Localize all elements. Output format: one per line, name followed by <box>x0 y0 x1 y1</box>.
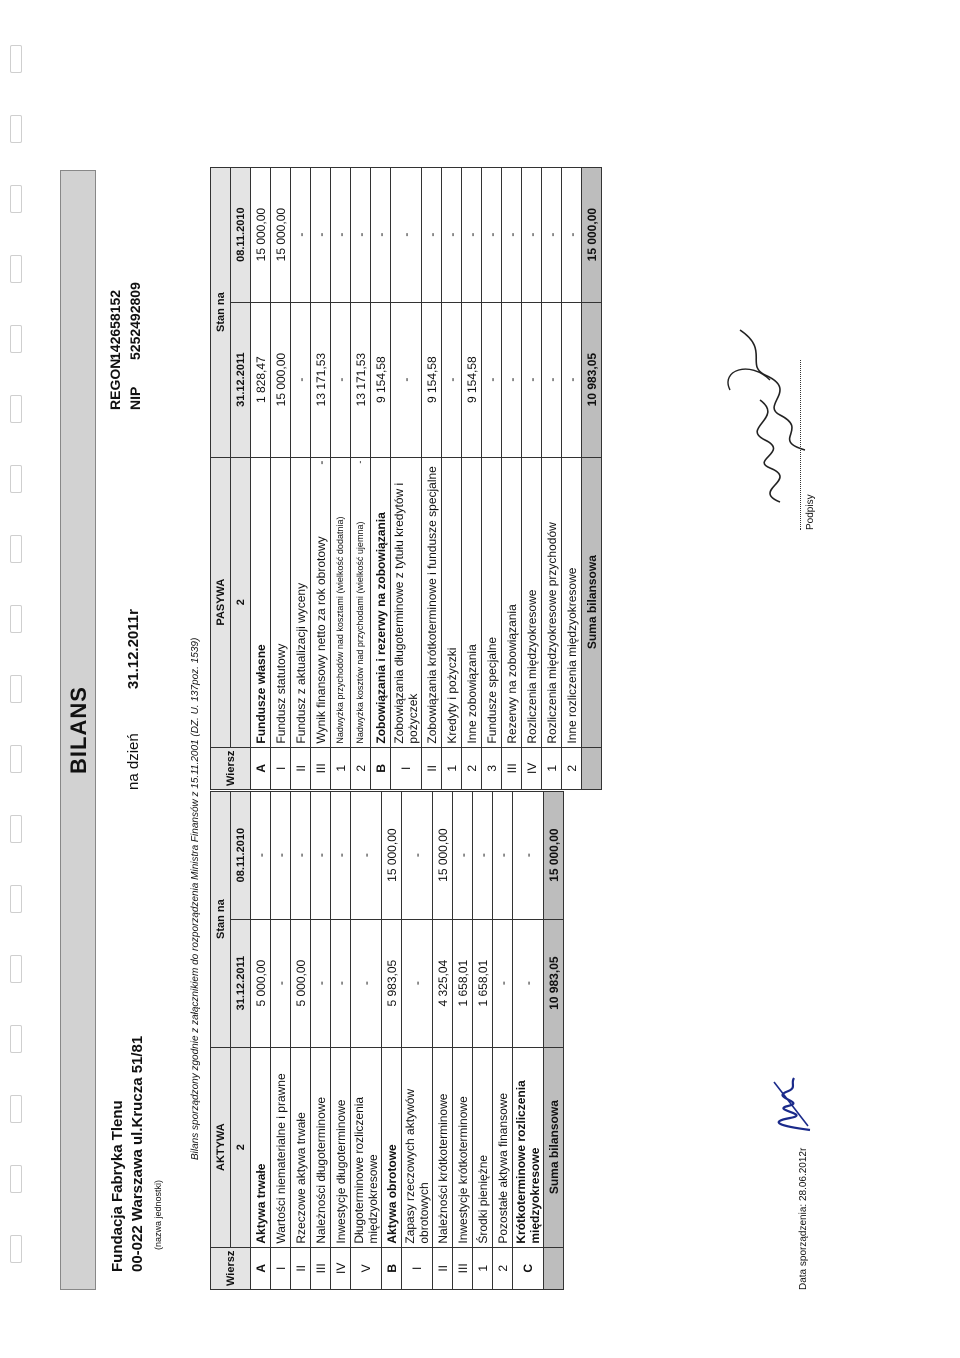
row-code: 1 <box>542 747 562 789</box>
organization-name: Fundacja Fabryka Tlenu <box>109 1100 126 1272</box>
row-code: B <box>382 1247 402 1289</box>
row-label: Inne zobowiązania <box>462 457 482 747</box>
identifiers <box>105 282 145 410</box>
row-code: I <box>271 1247 291 1289</box>
table-row <box>311 167 331 789</box>
row-code: II <box>422 747 442 789</box>
binder-holes <box>10 0 24 1358</box>
value-current: - <box>331 302 351 457</box>
value-current: 5 983,05 <box>382 919 402 1047</box>
assets-sum-v2: 15 000,00 <box>544 791 564 919</box>
row-label: Wynik finansowy netto za rok obrotowy - <box>311 457 331 747</box>
table-row <box>422 167 442 789</box>
liab-header-date1: 31.12.2011 <box>231 302 251 457</box>
value-current: 13 171,53 <box>311 302 331 457</box>
value-current: - <box>331 919 351 1047</box>
value-current: - <box>402 919 433 1047</box>
row-label: Wartości niematerialne i prawne <box>271 1047 291 1247</box>
row-label: Inwestycje długoterminowe <box>331 1047 351 1247</box>
value-previous: - <box>402 791 433 919</box>
table-row <box>442 167 462 789</box>
table-row <box>433 791 453 1289</box>
row-code: III <box>453 1247 473 1289</box>
table-row <box>502 167 522 789</box>
row-label: Krótkoterminowe rozliczenia międzyokresowe <box>513 1047 544 1247</box>
liab-sum-v1: 10 983,05 <box>582 302 602 457</box>
table-row <box>453 791 473 1289</box>
value-current: 1 658,01 <box>473 919 493 1047</box>
row-label: Należności długoterminowe <box>311 1047 331 1247</box>
table-row <box>462 167 482 789</box>
value-previous: - <box>331 791 351 919</box>
value-current: 9 154,58 <box>422 302 442 457</box>
value-previous: - <box>331 167 351 302</box>
row-label: Długoterminowe rozliczenia międzyokresowe <box>351 1047 382 1247</box>
row-label: Nadwyżka kosztów nad przychodami (wielkość ujemna) - <box>351 457 371 747</box>
value-previous: - <box>453 791 473 919</box>
value-previous: - <box>482 167 502 302</box>
row-label: Fundusz z aktualizacji wyceny <box>291 457 311 747</box>
assets-table <box>210 791 564 1290</box>
row-code: V <box>351 1247 382 1289</box>
row-code: 2 <box>493 1247 513 1289</box>
value-previous: - <box>351 791 382 919</box>
value-current: 4 325,04 <box>433 919 453 1047</box>
row-label: Zobowiązania i rezerwy na zobowiązania <box>371 457 391 747</box>
assets-header-name: AKTYWA <box>211 1047 231 1247</box>
assets-header-state: Stan na <box>211 791 231 1047</box>
value-previous: 15 000,00 <box>271 167 291 302</box>
assets-header-date1: 31.12.2011 <box>231 919 251 1047</box>
value-previous: - <box>473 791 493 919</box>
table-row <box>391 167 422 789</box>
liab-sum-label: Suma bilansowa <box>582 457 602 747</box>
nip-value: 5252492809 <box>127 282 143 360</box>
value-current: - <box>482 302 502 457</box>
value-previous: - <box>271 791 291 919</box>
row-code: I <box>271 747 291 789</box>
row-label: Zapasy rzeczowych aktywów obrotowych <box>402 1047 433 1247</box>
minus-sign: - <box>313 460 328 465</box>
table-row <box>291 791 311 1289</box>
value-previous: - <box>291 167 311 302</box>
row-code: I <box>391 747 422 789</box>
value-current: - <box>351 919 382 1047</box>
row-label: Aktywa trwałe <box>251 1047 271 1247</box>
row-code: IV <box>331 1247 351 1289</box>
liab-header-row: Wiersz <box>211 747 251 789</box>
value-previous: 15 000,00 <box>382 791 402 919</box>
row-code: 1 <box>442 747 462 789</box>
value-previous: 15 000,00 <box>433 791 453 919</box>
table-row <box>311 791 331 1289</box>
row-label: Fundusze własne <box>251 457 271 747</box>
value-current: - <box>562 302 582 457</box>
table-row <box>382 791 402 1289</box>
row-code: I <box>402 1247 433 1289</box>
value-current: - <box>391 302 422 457</box>
row-label: Kredyty i pożyczki <box>442 457 462 747</box>
value-current: 15 000,00 <box>271 302 291 457</box>
value-previous: 15 000,00 <box>251 167 271 302</box>
assets-header-num: 2 <box>231 1047 251 1247</box>
row-code: II <box>291 747 311 789</box>
preparation-date: Data sporządzenia: 28.06.2012r <box>798 1147 809 1290</box>
assets-header-row: Wiersz <box>211 1247 251 1289</box>
regon-label: REGON: <box>107 354 123 410</box>
table-row <box>351 167 371 789</box>
table-row <box>271 791 291 1289</box>
row-code: 3 <box>482 747 502 789</box>
table-row <box>371 167 391 789</box>
table-row <box>513 791 544 1289</box>
value-previous: - <box>562 167 582 302</box>
value-current: - <box>493 919 513 1047</box>
value-current: - <box>442 302 462 457</box>
value-current: 9 154,58 <box>462 302 482 457</box>
table-row <box>331 167 351 789</box>
row-code: 2 <box>351 747 371 789</box>
organization-address: 00-022 Warszawa ul.Krucza 51/81 <box>129 1035 146 1272</box>
liabilities-table <box>210 167 602 790</box>
nip-label: NIP <box>127 386 143 410</box>
minus-sign: - <box>355 460 365 464</box>
value-current: - <box>513 919 544 1047</box>
report-date: 31.12.2011r <box>125 609 142 690</box>
value-current: 1 828,47 <box>251 302 271 457</box>
initials-signature-icon <box>760 1070 820 1140</box>
liab-header-date2: 08.11.2010 <box>231 167 251 302</box>
value-previous: - <box>351 167 371 302</box>
row-label: Inne rozliczenia międzyokresowe <box>562 457 582 747</box>
table-row <box>402 791 433 1289</box>
table-row <box>562 167 582 789</box>
table-row <box>542 167 562 789</box>
row-label: Aktywa obrotowe <box>382 1047 402 1247</box>
row-label: Nadwyżka przychodów nad kosztami (wielkość dodatnia) <box>331 457 351 747</box>
liab-header-state: Stan na <box>211 167 231 457</box>
value-current: 5 000,00 <box>291 919 311 1047</box>
table-row <box>291 167 311 789</box>
row-label: Rozliczenia międzyokresowe przychodów <box>542 457 562 747</box>
value-previous: - <box>462 167 482 302</box>
row-code: 1 <box>473 1247 493 1289</box>
value-previous: - <box>502 167 522 302</box>
value-previous: - <box>493 791 513 919</box>
value-previous: - <box>522 167 542 302</box>
row-label: Zobowiązania krótkoterminowe i fundusze specjalne <box>422 457 442 747</box>
value-current: - <box>311 919 331 1047</box>
row-code: II <box>433 1247 453 1289</box>
row-code: IV <box>522 747 542 789</box>
row-label: Należności krótkoterminowe <box>433 1047 453 1247</box>
row-label: Pozostałe aktywa finansowe <box>493 1047 513 1247</box>
legal-basis: Bilans sporządzony zgodnie z załącznikiem do rozporządzenia Ministra Finansów z 15.11.2001 (DZ. U. 137poz. 1539) <box>190 637 201 1160</box>
value-previous: - <box>542 167 562 302</box>
row-code: 2 <box>562 747 582 789</box>
value-current: - <box>542 302 562 457</box>
liab-header-name: PASYWA <box>211 457 231 747</box>
value-previous: - <box>291 791 311 919</box>
table-row <box>271 167 291 789</box>
table-row <box>473 791 493 1289</box>
row-label: Rzeczowe aktywa trwałe <box>291 1047 311 1247</box>
value-previous: - <box>311 167 331 302</box>
value-previous: - <box>513 791 544 919</box>
handwritten-signature-icon <box>710 320 820 510</box>
liab-header-num: 2 <box>231 457 251 747</box>
unit-note: (nazwa jednostki) <box>153 1179 163 1250</box>
row-label: Zobowiązania długoterminowe z tytułu kredytów i pożyczek <box>391 457 422 747</box>
value-previous: - <box>311 791 331 919</box>
value-previous: - <box>422 167 442 302</box>
value-current: 1 658,01 <box>453 919 473 1047</box>
row-label: Fundusz statutowy <box>271 457 291 747</box>
row-code: C <box>513 1247 544 1289</box>
table-row <box>522 167 542 789</box>
value-current: - <box>271 919 291 1047</box>
page-title: BILANS <box>60 170 96 1290</box>
report-date-block <box>125 609 142 790</box>
row-code: 2 <box>462 747 482 789</box>
value-previous: - <box>371 167 391 302</box>
rotated-document <box>60 50 840 1290</box>
table-row <box>251 791 271 1289</box>
table-row <box>351 791 382 1289</box>
on-day-label: na dzień <box>125 733 142 790</box>
regon-value: 142658152 <box>107 289 123 360</box>
row-code: B <box>371 747 391 789</box>
value-current: - <box>522 302 542 457</box>
assets-header-date2: 08.11.2010 <box>231 791 251 919</box>
row-code: III <box>311 747 331 789</box>
signatures-label: Podpisy <box>800 360 816 530</box>
row-label: Fundusze specjalne <box>482 457 502 747</box>
table-row <box>331 791 351 1289</box>
row-code: II <box>291 1247 311 1289</box>
table-row <box>251 167 271 789</box>
value-previous: - <box>251 791 271 919</box>
value-current: 9 154,58 <box>371 302 391 457</box>
row-label: Inwestycje krótkoterminowe <box>453 1047 473 1247</box>
row-label: Rezerwy na zobowiązania <box>502 457 522 747</box>
row-code: III <box>311 1247 331 1289</box>
row-code: 1 <box>331 747 351 789</box>
row-label: Rozliczenia międzyokresowe <box>522 457 542 747</box>
liab-sum-v2: 15 000,00 <box>582 167 602 302</box>
row-code: A <box>251 747 271 789</box>
table-row <box>493 791 513 1289</box>
value-current: 13 171,53 <box>351 302 371 457</box>
value-previous: - <box>442 167 462 302</box>
value-current: - <box>502 302 522 457</box>
assets-sum-v1: 10 983,05 <box>544 919 564 1047</box>
value-previous: - <box>391 167 422 302</box>
value-current: - <box>291 302 311 457</box>
row-label: Środki pieniężne <box>473 1047 493 1247</box>
table-row <box>482 167 502 789</box>
value-current: 5 000,00 <box>251 919 271 1047</box>
assets-sum-label: Suma bilansowa <box>544 1047 564 1247</box>
row-code: A <box>251 1247 271 1289</box>
row-code: III <box>502 747 522 789</box>
organization-block <box>108 1036 168 1272</box>
